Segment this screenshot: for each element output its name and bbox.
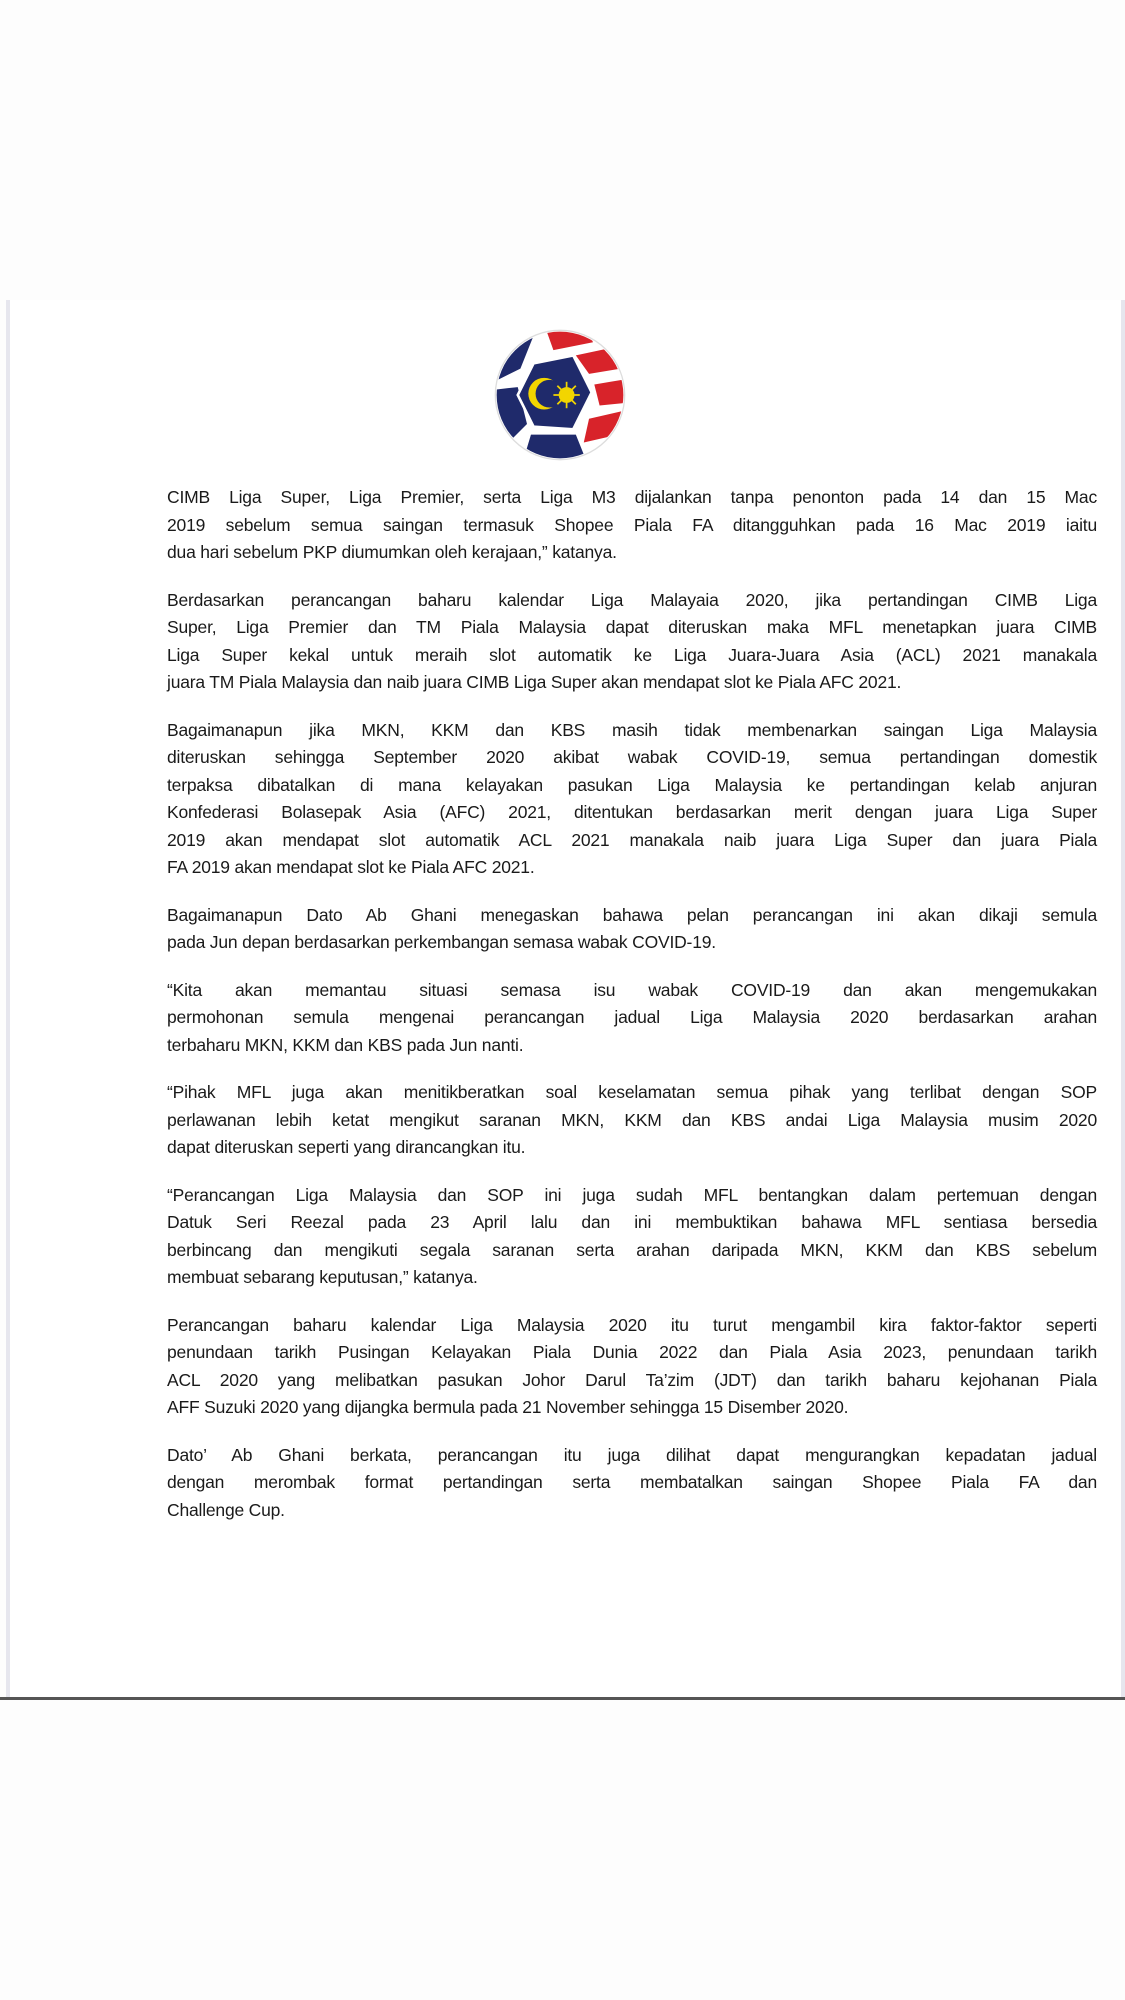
paragraph-line: Konfederasi Bolasepak Asia (AFC) 2021, ditentukan berdasarkan merit dengan juara Liga Super (167, 802, 1097, 822)
paragraph-line: dengan merombak format pertandingan serta membatalkan saingan Shopee Piala FA dan (167, 1472, 1097, 1492)
paragraph-line: “Perancangan Liga Malaysia dan SOP ini juga sudah MFL bentangkan dalam pertemuan dengan (167, 1184, 1097, 1205)
paragraph-line: Datuk Seri Reezal pada 23 April lalu dan ini membuktikan bahawa MFL sentiasa bersedia (167, 1212, 1097, 1232)
paragraph (167, 1182, 1097, 1292)
paragraph (167, 1442, 1097, 1525)
paragraph (167, 977, 1097, 1060)
paragraph (167, 1079, 1097, 1162)
paragraph-line: membuat sebarang keputusan,” katanya. (167, 1267, 478, 1287)
paragraph (167, 484, 1097, 567)
paragraph (167, 717, 1097, 882)
paragraph-line: Bagaimanapun Dato Ab Ghani menegaskan bahawa pelan perancangan ini akan dikaji semula (167, 904, 1097, 925)
paragraph-line: CIMB Liga Super, Liga Premier, serta Liga M3 dijalankan tanpa penonton pada 14 dan 15 Mac (167, 487, 1097, 507)
paragraph-line: Perancangan baharu kalendar Liga Malaysia 2020 itu turut mengambil kira faktor-faktor seperti (167, 1314, 1097, 1335)
page-divider (0, 1697, 1125, 1700)
paragraph (167, 587, 1097, 697)
malaysia-football-logo (494, 329, 626, 461)
paragraph-line: terbaharu MKN, KKM dan KBS pada Jun nanti. (167, 1034, 524, 1055)
paragraph-line: pada Jun depan berdasarkan perkembangan semasa wabak COVID-19. (167, 932, 716, 952)
paragraph-line: FA 2019 akan mendapat slot ke Piala AFC 2021. (167, 857, 535, 877)
paragraph-line: berbincang dan mengikuti segala saranan serta arahan daripada MKN, KKM dan KBS sebelum (167, 1239, 1097, 1260)
paragraph-line: diteruskan sehingga September 2020 akibat wabak COVID-19, semua pertandingan domestik (167, 747, 1097, 767)
paragraph-line: AFF Suzuki 2020 yang dijangka bermula pada 21 November sehingga 15 Disember 2020. (167, 1397, 849, 1417)
paragraph-line: Berdasarkan perancangan baharu kalendar Liga Malayaia 2020, jika pertandingan CIMB Liga (167, 589, 1097, 610)
paragraph-line: dapat diteruskan seperti yang dirancangkan itu. (167, 1137, 526, 1157)
paragraph-line: Bagaimanapun jika MKN, KKM dan KBS masih tidak membenarkan saingan Liga Malaysia (167, 719, 1097, 740)
paragraph-line: “Pihak MFL juga akan menitikberatkan soal keselamatan semua pihak yang terlibat dengan SOP (167, 1082, 1097, 1102)
paragraph-line: “Kita akan memantau situasi semasa isu wabak COVID-19 dan akan mengemukakan (167, 979, 1097, 1000)
paragraph-line: ACL 2020 yang melibatkan pasukan Johor Darul Ta’zim (JDT) dan tarikh baharu kejohanan Piala (167, 1369, 1097, 1390)
paragraph-line: juara TM Piala Malaysia dan naib juara CIMB Liga Super akan mendapat slot ke Piala AFC 2021. (167, 672, 902, 692)
article-body (167, 484, 1097, 1544)
paragraph-line: Liga Super kekal untuk meraih slot automatik ke Liga Juara-Juara Asia (ACL) 2021 manakala (167, 644, 1097, 665)
paragraph-line: permohonan semula mengenai perancangan jadual Liga Malaysia 2020 berdasarkan arahan (167, 1007, 1097, 1027)
paragraph-line: penundaan tarikh Pusingan Kelayakan Piala Dunia 2022 dan Piala Asia 2023, penundaan tarikh (167, 1342, 1097, 1362)
paragraph-line: perlawanan lebih ketat mengikut saranan MKN, KKM dan KBS andai Liga Malaysia musim 2020 (167, 1109, 1097, 1130)
paragraph (167, 1312, 1097, 1422)
paragraph-line: dua hari sebelum PKP diumumkan oleh kerajaan,” katanya. (167, 542, 617, 562)
paragraph-line: 2019 akan mendapat slot automatik ACL 2021 manakala naib juara Liga Super dan juara Piala (167, 829, 1097, 850)
paragraph-line: terpaksa dibatalkan di mana kelayakan pasukan Liga Malaysia ke pertandingan kelab anjuran (167, 774, 1097, 795)
paragraph (167, 902, 1097, 957)
paragraph-line: Dato’ Ab Ghani berkata, perancangan itu juga dilihat dapat mengurangkan kepadatan jadual (167, 1444, 1097, 1465)
paragraph-line: 2019 sebelum semua saingan termasuk Shopee Piala FA ditangguhkan pada 16 Mac 2019 iaitu (167, 514, 1097, 535)
paragraph-line: Super, Liga Premier dan TM Piala Malaysia dapat diteruskan maka MFL menetapkan juara CIMB (167, 617, 1097, 637)
paragraph-line: Challenge Cup. (167, 1499, 285, 1520)
